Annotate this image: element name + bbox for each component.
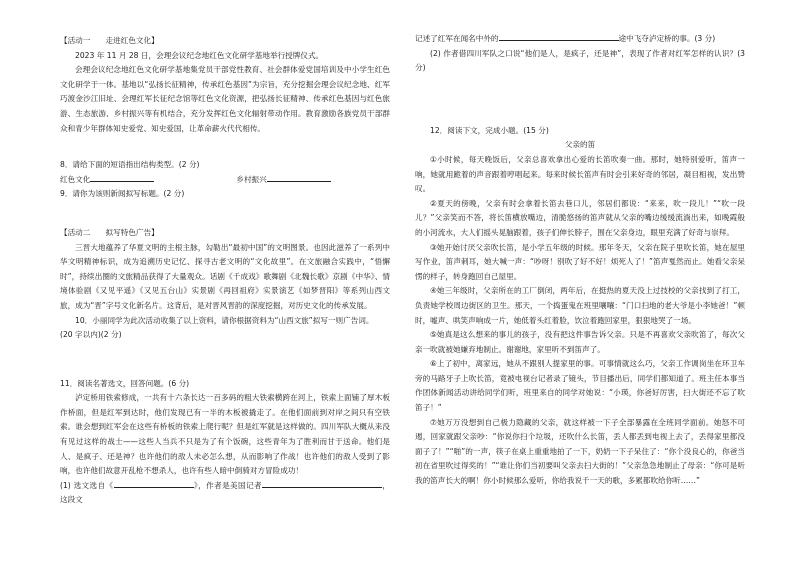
question-9: 9．请你为该则新闻拟写标题。(2 分) bbox=[60, 189, 185, 199]
story-title: 父亲的笛 bbox=[564, 140, 596, 150]
phrase-rural-revitalization: 乡村振兴 bbox=[236, 174, 267, 184]
activity2-body: 三晋大地蕴养了华夏文明的主根主脉，勾勒出“最初中国”的文明图景。也因此滋养了一系列中华文明精神标识，成为追溯历史记忆、探寻古老文明的“文化故里”。在文旅融合实践中，“悟懈时”，持续出圈的文旅精品获得了大量观众。话剧《千成戏》歌舞剧《北魏长歌》京剧《中华》、情境体验剧《又见平遥》《又见五台山》实景剧《再回祖府》实景演艺《如梦晋阳》等系列山西文旅，成为“晋”字号文化新名片。这背后，是对晋风晋韵的深度挖掘，对历史文化的传承发展。 bbox=[60, 242, 390, 310]
answer-blank-rural-revitalization[interactable] bbox=[267, 173, 331, 182]
answer-blank-author[interactable] bbox=[262, 479, 382, 488]
question-8: 8．请给下面的短语指出结构类型。(2 分) bbox=[60, 160, 200, 170]
story-paragraph-6: ⑥上了初中，离家远，她从不跟别人提家里的事。可事情就这么巧，父亲工作调岗坐在环卫车旁的马路牙子上吹长笛，竟被电视台记者录了镜头，节目播出后，同学们都知道了。班主任本事当作团体新闻活动讲给同学们听，班里来自的同学对她说：“小瑛，你爸好厉害，扫大街还不忘了吹笛子！” bbox=[415, 359, 745, 413]
activity2-heading: 【活动二 拟写特色广告】 bbox=[60, 227, 159, 237]
answer-blank-red-culture[interactable] bbox=[90, 173, 154, 182]
story-paragraph-7: ⑦她万万没想到自己极力隐藏的父亲，就这样被一下子全部暴露在全班同学面前。她怒不可遏，回家就跟父亲吵：“你说你扫个垃圾，还吹什么长笛，丢人都丢到电视上去了，丢得家里都没面子了！”“啪”的一声，筷子在桌上重重地拍了一下，奶奶一下子呆住了：“你个没良心的，你爸当初在省里吹过得奖的！”“谁让你们当初要叫父亲去扫大街的！”父亲急急地制止了母亲：“你可是听我的笛声长大的啊！你小时候那么爱听，你给我说千一天的歌，多累都吹给你听……” bbox=[415, 417, 745, 486]
story-paragraph-3: ③她开始讨厌父亲吹长笛，是小学五年级的时候。那年冬天，父亲在院子里吹长笛，她在屋里写作业，笛声刺耳，她大喊一声：“吵呀！别吹了好不好！烦死人了！”笛声戛然而止。她看父亲呆愣的样子，转身跑回自己屋里。 bbox=[415, 242, 745, 281]
story-paragraph-4: ④她三年级时，父亲所在的工厂倒闭，两年后，在挺热的夏天没上过技校的父亲找到了打工，负责她学校周边街区的卫生。那天，一个捣蛋鬼在班里嚷嚷：“门口扫地的老大爷是小李她爸！”顿时，嘘声、哄笑声响成一片，她低着头红着脸，饮泣着跑回家里，狠狠地哭了一场。 bbox=[415, 286, 745, 325]
question-11: 11．阅读名著选文，回答问题。(6 分) bbox=[60, 378, 190, 388]
activity1-news-body: 会理会议纪念地红色文化研学基地集党员干部党性教育、社会群体爱党国培训及中小学生红色文化研学于一体。基地以“弘扬长征精神，传承红色基因”为宗旨，充分挖掘会理会议纪念地、红军巧渡金沙江旧址、会理红军长征纪念馆等红色文化资源，把弘扬长征精神、传承红色基因与红色旅游、生态旅游、乡村振兴等有机结合，充分发挥红色文化辐射带动作用。教育激励各族党员干部群众和青少年群体知史爱党、知史爱国，让革命薪火代代相传。 bbox=[60, 65, 390, 133]
activity1-heading: 【活动一 走进红色文化】 bbox=[60, 36, 159, 45]
question-12: 12．阅读下文，完成小题。(15 分) bbox=[430, 125, 549, 135]
question-11-2: (2) 作者借四川军队之口说“他们是人，是疯子，还是神”，表现了作者对红军怎样的认识？(3 分) bbox=[415, 48, 745, 73]
right-column bbox=[415, 32, 745, 489]
activity1-news-lead: 2023 年 11 月 28 日，会理会议纪念地红色文化研学基地举行授牌仪式。 bbox=[75, 50, 324, 60]
story-paragraph-2: ②夏天的傍晚，父亲有时会拿着长笛去巷口儿，邻居们都说：“来来，吹一段儿！”“吹一段儿？”父亲笑而不答，将长笛横放嘴边，清脆悠扬的笛声就从父亲的嘴边缓缓流淌出来，如晚霞般的小河流水，大人们摇头晃脑跟着，孩子们伸长脖子，围在父亲身边，眼里充满了好奇与崇拜。 bbox=[415, 198, 745, 237]
question-10: 10．小丽同学为此次活动收集了以上资料，请你根据资料为“山西文旅”拟写一则广告词。 bbox=[75, 315, 374, 325]
question-8-answer-row bbox=[60, 173, 390, 188]
question-10-note: (20 字以内)(2 分) bbox=[60, 330, 122, 340]
answer-blank-book-title[interactable] bbox=[114, 479, 194, 488]
phrase-red-culture: 红色文化 bbox=[60, 174, 91, 184]
left-column bbox=[60, 32, 390, 508]
story-paragraph-1: ①小时候，每天晚饭后，父亲总喜欢拿出心爱的长笛吹奏一曲。那时，她特别爱听，笛声一响，她就用跪着的声音跟着哼唱起来。每来时候长笛声有时会引来好奇的邻居，凝目相视，发出赞叹。 bbox=[415, 154, 745, 194]
answer-blank-event[interactable] bbox=[499, 32, 619, 41]
question-11-excerpt: 泸定桥用铁索修成，一共有十六条长达一百多码的粗大铁索横跨在河上，铁索上面铺了厚木板作桥面，但是红军到达时，他们发现已有一半的木板被撬走了。在他们面前到对岸之间只有空铁索。谁会想到红军会在这些有桥板的铁索上爬行呢？但是红军就是这样做的。四川军队大概从来没有见过这样的战士——这些人当兵不只是为了有个饭碗，这些青年为了胜利而甘于送命。他们是人、是疯子、还是神？也许他们的敌人未必怎么想，从而影响了作战！也许他们的敌人受到了影响，也许他们故意开乱枪不想杀人，也许有些人暗中倒骑对方冒险成功！ bbox=[60, 393, 390, 476]
question-11-1: (1) 选文选自《 》，作者是美国记者 ，这段文 bbox=[60, 480, 391, 505]
story-paragraph-5: ⑤她真是这么想来的事儿的孩子，没有把这件事告诉父亲。只是不再喜欢父亲吹笛了，每次父亲一吹就被她嫌弃地制止。谢谢地，家里听不到笛声了。 bbox=[415, 330, 745, 354]
question-11-1-continued: 记述了红军在闻名中外的 途中飞夺泸定桥的事。(3 分) bbox=[415, 34, 716, 43]
